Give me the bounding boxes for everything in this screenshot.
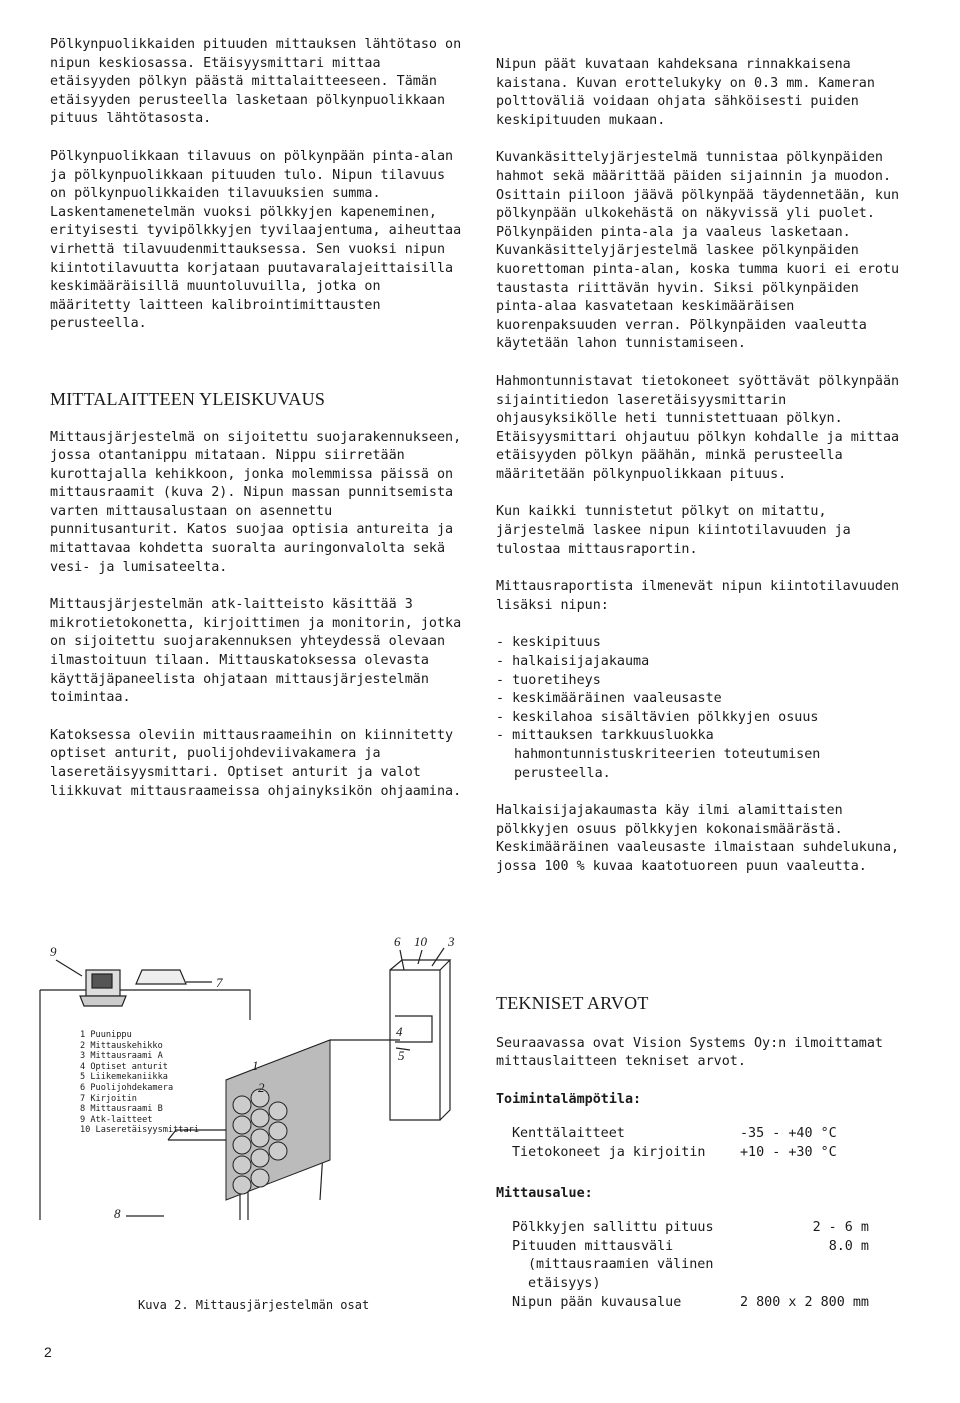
log-end-icon: [251, 1129, 269, 1147]
leader-line: [56, 960, 82, 976]
table-cell: [740, 1256, 875, 1293]
paragraph: Kuvankäsittelyjärjestelmä tunnistaa pölkynpäiden hahmot sekä määrittää päiden sijainnin ja muodon. Osittain piiloon jäävä pölkynpää täydennetään, kun pölkynpään ulkokehästä on näkyvissä yli puolet. Pölkynpäiden pinta-ala ja vaaleus lasketaan. Kuvankäsittelyjärjestelmä laskee pölkynpäiden kuorettoman pinta-alan, koska tumma kuori ei erotu taustasta riittävän hyvin. Siksi pölkynpäiden pinta-alaa kasvatetaan keskimääräisen kuorenpaksuuden verran. Pölkynpäiden vaaleutta käytetään lahon tunnistamiseen.: [496, 150, 900, 352]
log-end-icon: [233, 1136, 251, 1154]
legend-item: 8 Mittausraami B: [80, 1104, 163, 1115]
figure-legend: [80, 1030, 199, 1136]
monitor-screen-icon: [92, 974, 112, 988]
table-cell: Kenttälaitteet: [512, 1126, 625, 1142]
callout-9: 9: [50, 944, 57, 959]
list-item: - halkaisijajakauma: [496, 653, 910, 672]
printer-icon: [136, 970, 186, 984]
table-cell: 8.0 m: [828, 1238, 869, 1254]
legend-item: 5 Liikemekaniikka: [80, 1072, 168, 1083]
legend-item: 10 Laseretäisyysmittari: [80, 1125, 199, 1136]
callout-2: 2: [258, 1080, 265, 1095]
log-end-icon: [233, 1156, 251, 1174]
callout-4: 4: [396, 1024, 403, 1039]
log-end-icon: [251, 1169, 269, 1187]
left-column: [50, 36, 462, 820]
table-row: [512, 1144, 843, 1163]
figure-caption: Kuva 2. Mittausjärjestelmän osat: [138, 1298, 370, 1312]
report-list: [496, 634, 910, 783]
paragraph: Katoksessa oleviin mittausraameihin on kiinnitetty optiset anturit, puolijohdeviivakamera ja laseretäisyysmittari. Optiset anturit ja valot liikkuvat mittausraameissa ohjainyksikön ohjaamina.: [50, 727, 462, 799]
log-end-icon: [233, 1116, 251, 1134]
paragraph: Hahmontunnistavat tietokoneet syöttävät pölkynpään sijaintitiedon laseretäisyysmittarin ohjausyksikölle heti tunnistettuaan pölkyn. Etäisyysmittari ohjautuu pölkyn kohdalle ja mittaa etäisyyden pölkyn päähän, minkä perusteella määritetään pölkynpuolikkaan pituus.: [496, 373, 900, 482]
list-item: - tuoretiheys: [496, 672, 910, 691]
legend-item: 7 Kirjoitin: [80, 1093, 137, 1104]
keyboard-icon: [80, 996, 126, 1006]
legend-item: 2 Mittauskehikko: [80, 1040, 163, 1051]
legend-item: 4 Optiset anturit: [80, 1061, 168, 1072]
table-cell: +10 - +30 °C: [740, 1144, 837, 1160]
subheading: Toimintalämpötila:: [496, 1091, 642, 1107]
log-end-icon: [233, 1176, 251, 1194]
paragraph: Mittausjärjestelmän atk-laitteisto käsittää 3 mikrotietokonetta, kirjoittimen ja monitorin, jotka on sijoitettu suojarakennuksen yhteydessä olevaan ilmastoituun tilaan. Mittauskatoksessa olevasta käyttäjäpaneelista ohjataan mittausjärjestelmän toimintaa.: [50, 597, 462, 706]
log-end-icon: [251, 1109, 269, 1127]
paragraph: Seuraavassa ovat Vision Systems Oy:n ilmoittamat mittauslaitteen tekniset arvot.: [496, 1035, 883, 1070]
callout-8: 8: [114, 1206, 121, 1221]
log-end-icon: [251, 1149, 269, 1167]
table-row: [512, 1238, 875, 1257]
list-item: - keskipituus: [496, 634, 910, 653]
log-end-icon: [269, 1142, 287, 1160]
paragraph: Mittausjärjestelmä on sijoitettu suojarakennukseen, jossa otantanippu mitataan. Nippu siirretään kurottajalla kehikkoon, jonka molemmissa päissä on mittausraamit (kuva 2). Nipun massan punnitsemista varten mittausalustaan on asennettu punnitusanturit. Katos suojaa optisia antureita ja mitattavaa kohdetta suoralta auringonvalolta sekä vesi- ja lumisateelta.: [50, 429, 462, 575]
table-cell: (mittausraamien välinen etäisyys): [528, 1257, 714, 1291]
callout-3: 3: [448, 934, 455, 949]
table-cell: Nipun pään kuvausalue: [512, 1294, 682, 1310]
paragraph: Pölkynpuolikkaan tilavuus on pölkynpään pinta-alan ja pölkynpuolikkaan pituuden tulo. Nipun tilavuus on pölkynpuolikkaiden tilavuuksien summa. Laskentamenetelmän vuoksi pölkkyjen kapeneminen, erityisesti tyvipölkkyjen tyvilaajentuma, aiheuttaa virhettä tilavuudenmittauksessa. Sen vuoksi nipun kiintotilavuutta korjataan puutavaralajeittaisilla keskimääräisillä muuntoluvuilla, jotka on määritetty laitteen kalibrointimittausten perusteella.: [50, 148, 462, 332]
table-cell: Pituuden mittausväli: [512, 1238, 674, 1254]
table-cell: Pölkkyjen sallittu pituus: [512, 1220, 714, 1236]
legend-item: 1 Puunippu: [80, 1030, 132, 1040]
temperature-table: [512, 1125, 843, 1162]
technical-values-section: [496, 994, 916, 1334]
table-row: [512, 1294, 875, 1313]
paragraph: Pölkynpuolikkaiden pituuden mittauksen lähtötaso on nipun keskiosassa. Etäisyysmittari mittaa etäisyyden pölkyn päästä mittalaitteeseen. Tämän etäisyyden perusteella lasketaan pölkynpuolikkaan pituus lähtötasosta.: [50, 37, 462, 127]
paragraph: Nipun päät kuvataan kahdeksana rinnakkaisena kaistana. Kuvan erottelukyky on 0.3 mm. Kameran polttoväliä voidaan ohjata sähköisesti puiden keskipituuden mukaan.: [496, 57, 875, 128]
list-item: - keskimääräinen vaaleusaste: [496, 690, 910, 709]
table-cell: 2 800 x 2 800 mm: [740, 1294, 869, 1310]
legend-item: 9 Atk-laitteet: [80, 1114, 153, 1125]
log-bundle: [226, 1040, 330, 1200]
table-cell: -35 - +40 °C: [740, 1126, 837, 1142]
list-item: - keskilahoa sisältävien pölkkyjen osuus: [496, 709, 910, 728]
callout-6: 6: [394, 934, 401, 949]
callout-1: 1: [252, 1058, 259, 1073]
table-row: [512, 1125, 843, 1144]
table-cell: 2 - 6 m: [812, 1220, 869, 1236]
paragraph: Halkaisijajakaumasta käy ilmi alamittaisten pölkkyjen osuus pölkkyjen kokonaismäärästä. Keskimääräinen vaaleusaste ilmaistaan suhdelukuna, jossa 100 % kuvaa kaatotuoreen puun vaaleutta.: [496, 803, 900, 874]
legend-item: 3 Mittausraami A: [80, 1051, 163, 1062]
table-cell: Tietokoneet ja kirjoitin: [512, 1144, 706, 1160]
callout-10: 10: [414, 934, 427, 949]
range-table: [512, 1219, 875, 1312]
legend-item: 6 Puolijohdekamera: [80, 1082, 174, 1093]
callout-5: 5: [398, 1048, 405, 1063]
callout-7: 7: [216, 975, 223, 990]
right-column: [496, 56, 910, 896]
paragraph: Kun kaikki tunnistetut pölkyt on mitattu, järjestelmä laskee nipun kiintotilavuuden ja tulostaa mittausraportin.: [496, 504, 851, 557]
subheading: Mittausalue:: [496, 1185, 593, 1201]
log-end-icon: [269, 1102, 287, 1120]
measuring-frame-a: [390, 970, 440, 1120]
list-item: - mittauksen tarkkuusluokka hahmontunnistuskriteerien toteutumisen perusteella.: [496, 727, 910, 783]
paragraph: Mittausraportista ilmenevät nipun kiintotilavuuden lisäksi nipun:: [496, 579, 900, 613]
log-end-icon: [233, 1096, 251, 1114]
leader-line: [432, 948, 444, 966]
log-end-icon: [269, 1122, 287, 1140]
page-number: 2: [44, 1344, 52, 1360]
table-row: [512, 1256, 875, 1293]
section-heading: TEKNISET ARVOT: [496, 993, 649, 1013]
table-row: [512, 1219, 875, 1238]
leader-line: [418, 950, 422, 964]
section-heading: MITTALAITTEEN YLEISKUVAUS: [50, 388, 326, 409]
